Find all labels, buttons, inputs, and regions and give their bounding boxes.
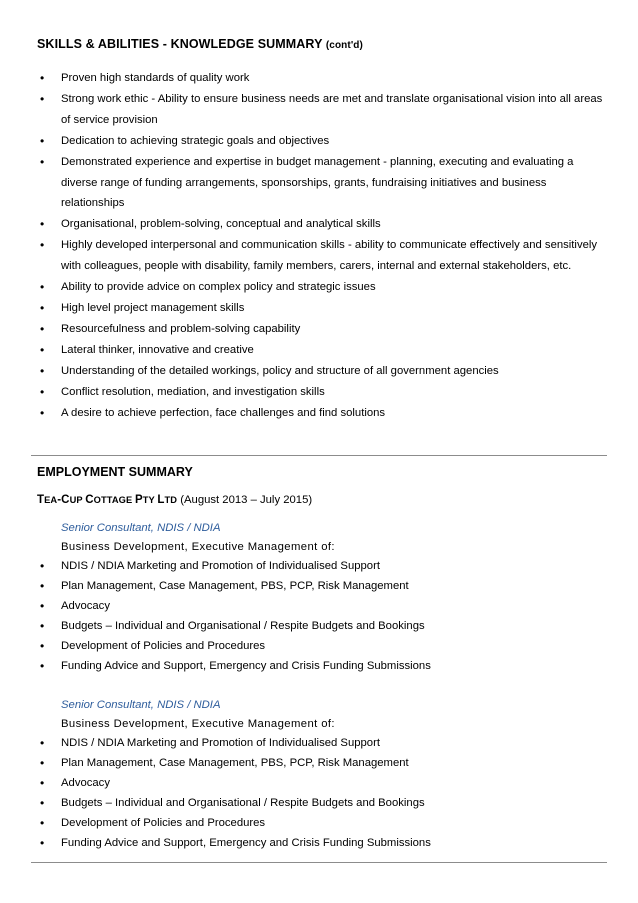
list-item: • Lateral thinker, innovative and creative bbox=[37, 340, 603, 361]
list-item: • Advocacy bbox=[37, 596, 603, 616]
skills-heading bbox=[37, 37, 363, 51]
role-block bbox=[37, 518, 603, 676]
list-item: • Ability to provide advice on complex policy and strategic issues bbox=[37, 277, 603, 298]
role-title: Senior Consultant, NDIS / NDIA bbox=[61, 699, 221, 711]
list-item: • Budgets – Individual and Organisational / Respite Budgets and Bookings bbox=[37, 793, 603, 813]
employment-period: (August 2013 – July 2015) bbox=[180, 494, 313, 506]
company-line bbox=[37, 494, 312, 506]
list-item: • Budgets – Individual and Organisational / Respite Budgets and Bookings bbox=[37, 616, 603, 636]
role-description: Business Development, Executive Management of: bbox=[61, 718, 335, 730]
duties-list bbox=[37, 733, 603, 853]
role-title: Senior Consultant, NDIS / NDIA bbox=[61, 522, 221, 534]
list-item: • Resourcefulness and problem-solving capability bbox=[37, 319, 603, 340]
list-item: • NDIS / NDIA Marketing and Promotion of Individualised Support bbox=[37, 556, 603, 576]
list-item: • Understanding of the detailed workings, policy and structure of all government agencies bbox=[37, 361, 603, 382]
skills-heading-text: SKILLS & ABILITIES - KNOWLEDGE SUMMARY bbox=[37, 37, 323, 51]
list-item: • Dedication to achieving strategic goals and objectives bbox=[37, 131, 603, 152]
section-divider bbox=[31, 455, 607, 456]
list-item: • Advocacy bbox=[37, 773, 603, 793]
list-item: • Funding Advice and Support, Emergency and Crisis Funding Submissions bbox=[37, 833, 603, 853]
list-item: • NDIS / NDIA Marketing and Promotion of Individualised Support bbox=[37, 733, 603, 753]
list-item: • Development of Policies and Procedures bbox=[37, 813, 603, 833]
list-item: • Strong work ethic - Ability to ensure business needs are met and translate organisational vision into all areas of service provision bbox=[37, 89, 603, 131]
list-item: • Funding Advice and Support, Emergency and Crisis Funding Submissions bbox=[37, 656, 603, 676]
skills-heading-suffix: (cont'd) bbox=[325, 40, 363, 51]
list-item: • Conflict resolution, mediation, and investigation skills bbox=[37, 382, 603, 403]
employment-heading: EMPLOYMENT SUMMARY bbox=[37, 465, 193, 479]
list-item: • Highly developed interpersonal and communication skills - ability to communicate effectively and sensitively with colleagues, people with disability, family members, carers, internal and external stakeholders, etc. bbox=[37, 235, 603, 277]
role-block bbox=[37, 695, 603, 853]
section-divider bbox=[31, 862, 607, 863]
list-item: • Development of Policies and Procedures bbox=[37, 636, 603, 656]
skills-list bbox=[37, 68, 603, 423]
list-item: • Plan Management, Case Management, PBS, PCP, Risk Management bbox=[37, 576, 603, 596]
list-item: • Proven high standards of quality work bbox=[37, 68, 603, 89]
role-description: Business Development, Executive Management of: bbox=[61, 541, 335, 553]
duties-list bbox=[37, 556, 603, 676]
list-item: • High level project management skills bbox=[37, 298, 603, 319]
list-item: • Demonstrated experience and expertise in budget management - planning, executing and evaluating a diverse range of funding arrangements, sponsorships, grants, fundraising initiatives and business relationships bbox=[37, 152, 603, 215]
list-item: • Plan Management, Case Management, PBS, PCP, Risk Management bbox=[37, 753, 603, 773]
company-name: TEA-CUP COTTAGE PTY LTD bbox=[37, 494, 178, 506]
list-item: • A desire to achieve perfection, face challenges and find solutions bbox=[37, 403, 603, 424]
list-item: • Organisational, problem-solving, conceptual and analytical skills bbox=[37, 214, 603, 235]
